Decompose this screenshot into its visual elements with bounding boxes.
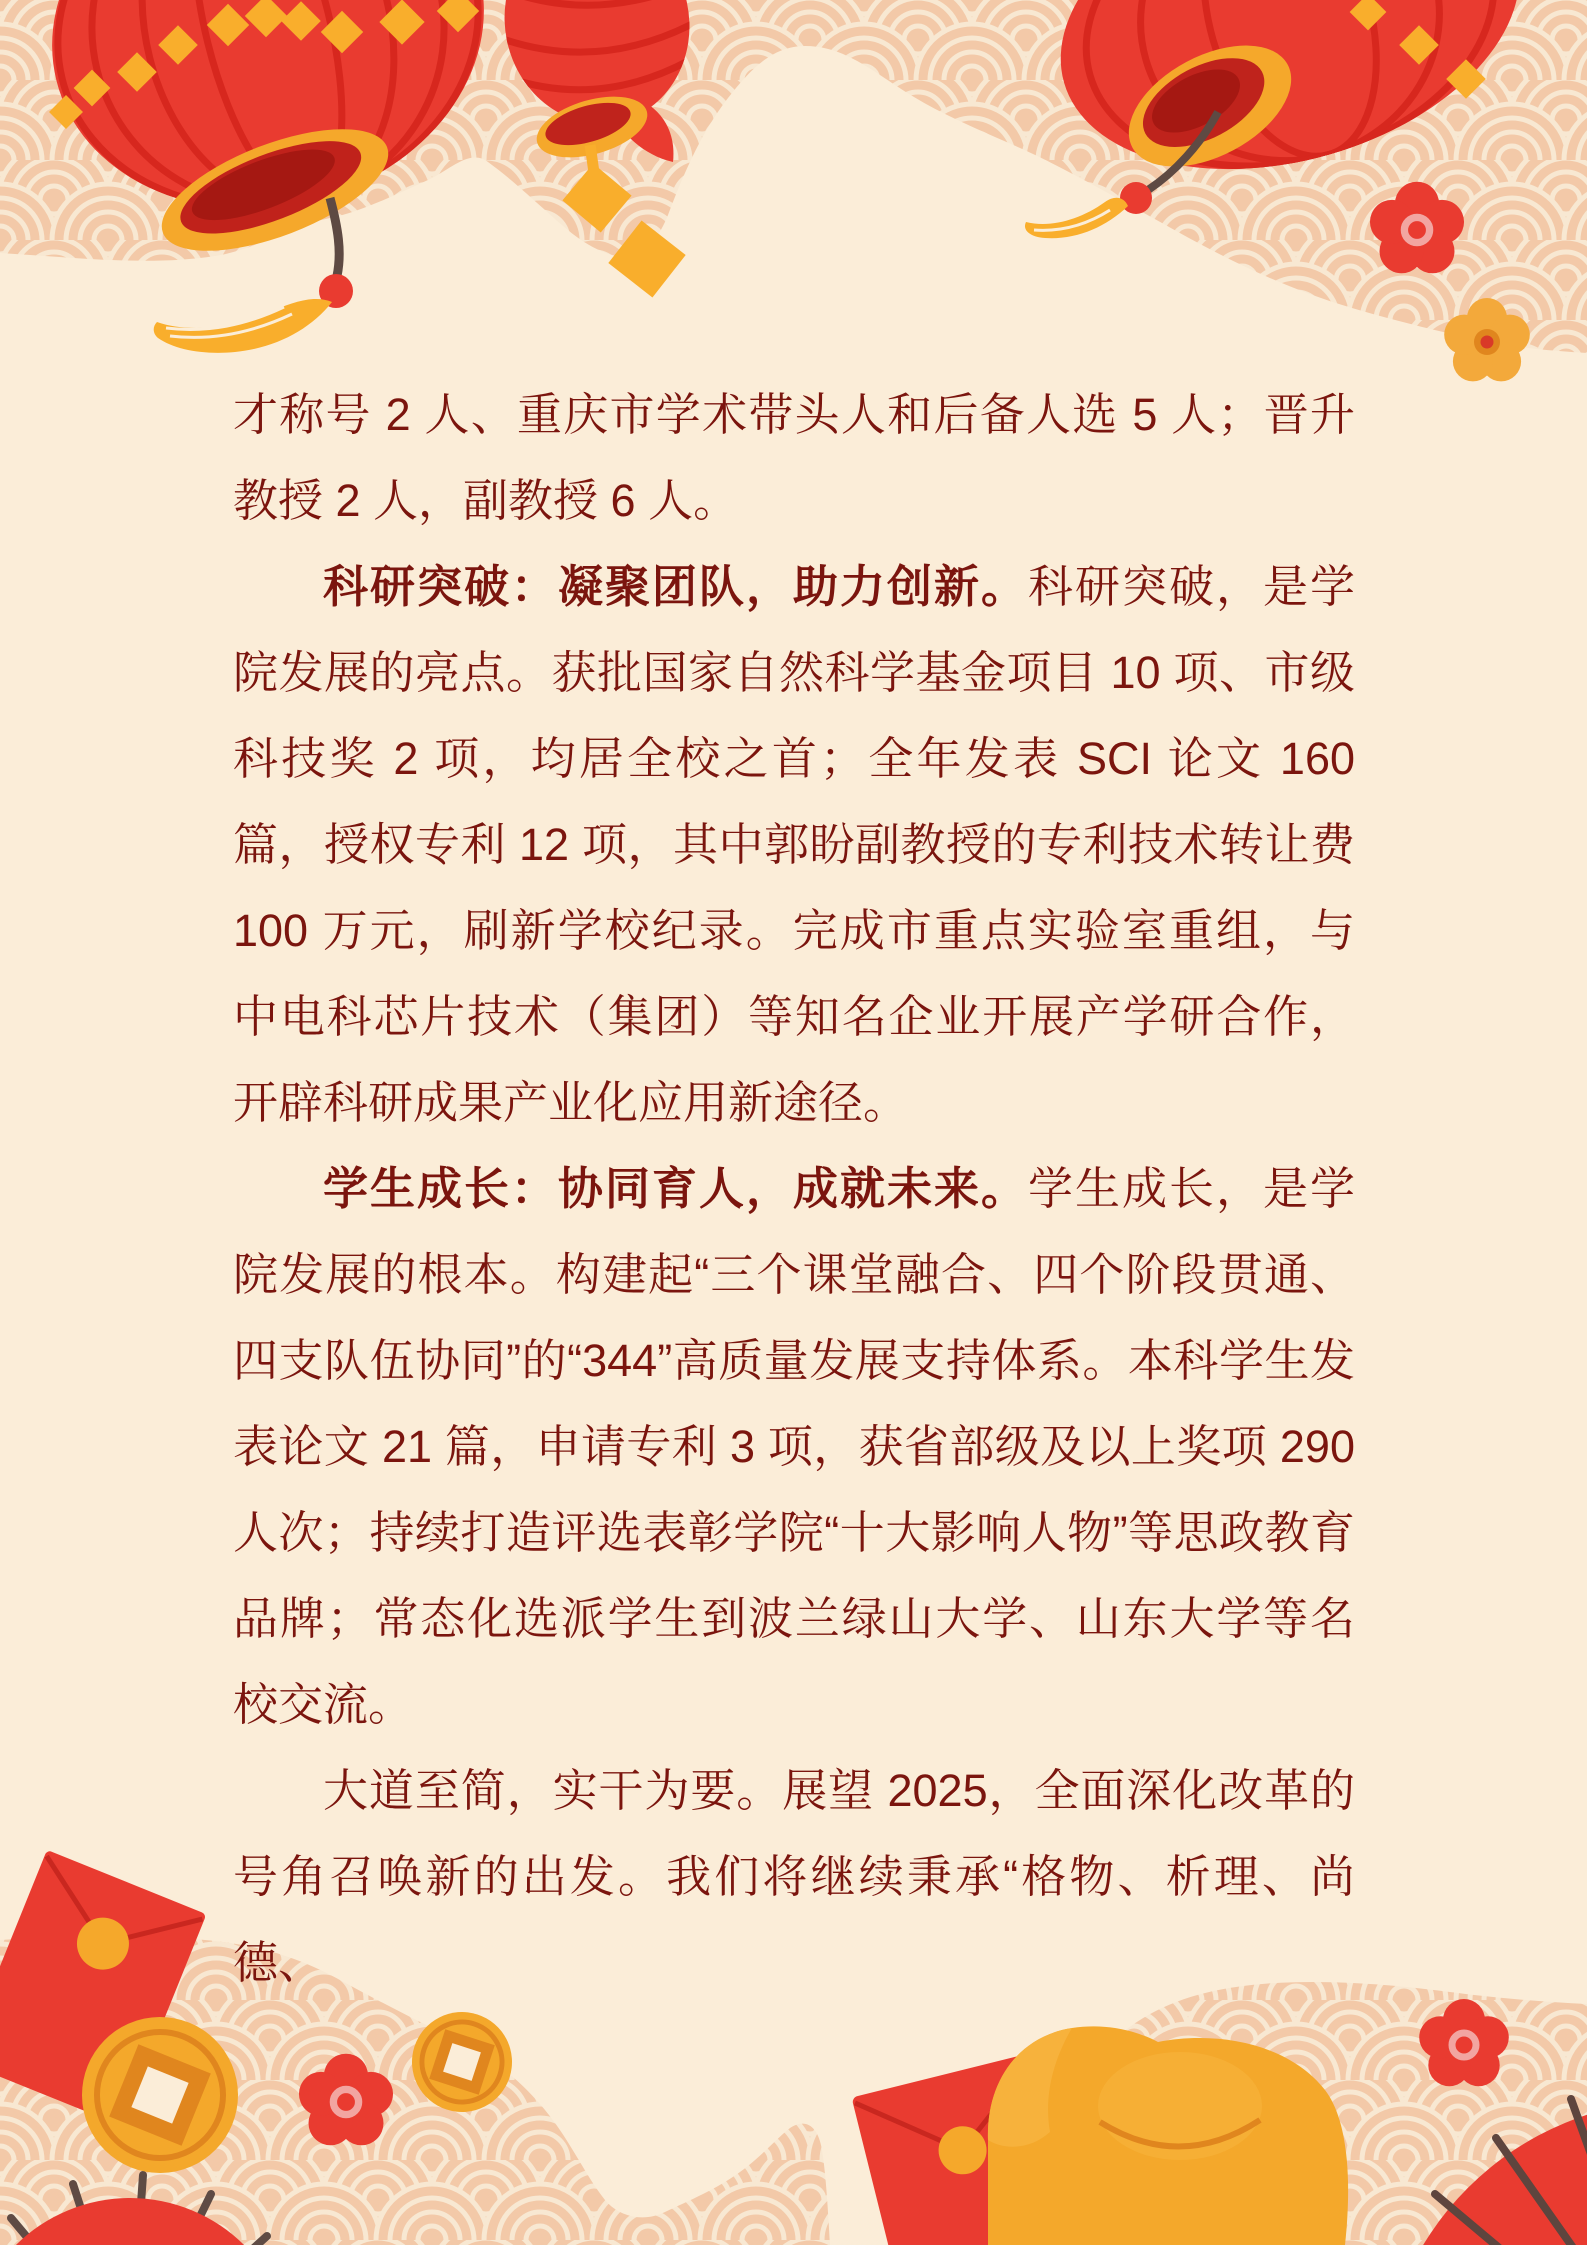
paragraph-research-text: 科研突破，是学院发展的亮点。获批国家自然科学基金项目 10 项、市级科技奖 2 项，均居全校之首；全年发表 SCI 论文 160 篇，授权专利 12 项，其中郭盼副教授的专利技术转让费 100 万元，刷新学校纪录。完成市重点实验室重组，与中电科芯片技术（集团）等知名企业开展产学研合作，开辟科研成果产业化应用新途径。: [233, 561, 1355, 1128]
paragraph-students-lead: 学生成长：协同育人，成就未来。: [323, 1163, 1028, 1214]
lantern-tassel: [1025, 198, 1128, 238]
lantern-tassel: [154, 299, 332, 353]
paragraph-research-lead: 科研突破：凝聚团队，助力创新。: [323, 561, 1028, 612]
letter-body: [233, 372, 1355, 2006]
paragraph-students: [233, 1146, 1355, 1748]
paragraph-students-text: 学生成长，是学院发展的根本。构建起“三个课堂融合、四个阶段贯通、四支队伍协同”的“344”高质量发展支持体系。本科学生发表论文 21 篇，申请专利 3 项，获省部级及以上奖项 290 人次；持续打造评选表彰学院“十大影响人物”等思政教育品牌；常态化选派学生到波兰绿山大学、山东大学等名校交流。: [233, 1163, 1355, 1730]
paragraph-research: [233, 544, 1355, 1146]
paragraph-talents-continued: 才称号 2 人、重庆市学术带头人和后备人选 5 人；晋升教授 2 人，副教授 6 人。: [233, 389, 1355, 526]
paragraph-outlook: 大道至简，实干为要。展望 2025，全面深化改革的号角召唤新的出发。我们将继续秉承“格物、析理、尚德、: [233, 1765, 1355, 1988]
